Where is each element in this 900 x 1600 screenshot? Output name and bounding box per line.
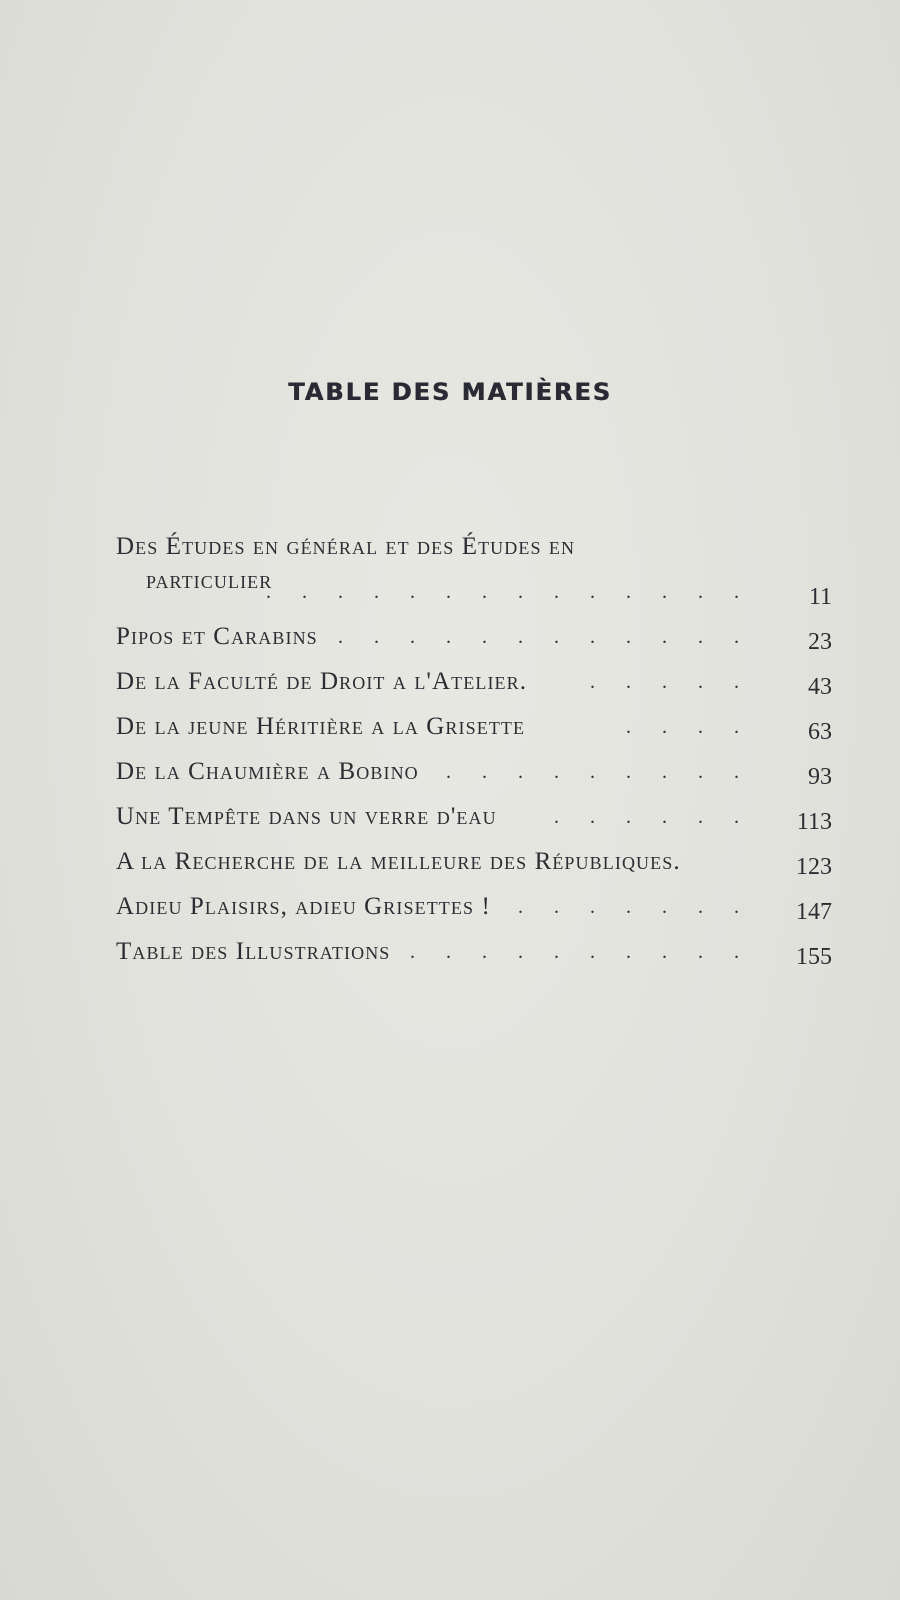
toc-page-number: 113 bbox=[796, 809, 832, 835]
toc-page-number: 93 bbox=[808, 764, 832, 790]
toc-entry-title: Table des Illustrations bbox=[116, 938, 391, 965]
toc-page-number: 43 bbox=[808, 674, 832, 700]
page-title: TABLE DES MATIÈRES bbox=[288, 378, 612, 406]
toc-entry-title-line2: particulier bbox=[146, 567, 273, 594]
toc-entry bbox=[116, 620, 832, 665]
toc-entry bbox=[116, 710, 832, 755]
toc-leader-dots: . . . . . . . . . . . . . . bbox=[266, 581, 752, 603]
toc-leader-dots: . . . . . . bbox=[554, 806, 752, 828]
toc-entry-title: Adieu Plaisirs, adieu Grisettes ! bbox=[116, 893, 491, 920]
toc-page-number: 11 bbox=[808, 584, 832, 610]
toc-entry bbox=[116, 845, 832, 890]
toc-entry bbox=[116, 665, 832, 710]
toc-leader-dots: . . . . . . . . . . . . bbox=[338, 626, 752, 648]
toc-entry-title: De la jeune Héritière a la Grisette bbox=[116, 713, 526, 740]
toc-entry-title: Pipos et Carabins bbox=[116, 623, 318, 650]
toc-entry bbox=[116, 530, 832, 620]
toc-leader-dots: . . . . . . . bbox=[518, 896, 752, 918]
toc-entry-title: De la Faculté de Droit a l'Atelier. bbox=[116, 668, 528, 695]
toc-page-number: 63 bbox=[808, 719, 832, 745]
toc-entry bbox=[116, 890, 832, 935]
toc-page-number: 155 bbox=[796, 944, 832, 970]
toc-entry-title: Une Tempête dans un verre d'eau bbox=[116, 803, 497, 830]
table-of-contents bbox=[116, 530, 832, 980]
toc-leader-dots: . . . . bbox=[626, 716, 752, 738]
toc-entry bbox=[116, 935, 832, 980]
toc-entry-title: De la Chaumière a Bobino bbox=[116, 758, 419, 785]
toc-page-number: 123 bbox=[796, 854, 832, 880]
toc-entry bbox=[116, 755, 832, 800]
toc-entry bbox=[116, 800, 832, 845]
toc-page-number: 23 bbox=[808, 629, 832, 655]
toc-entry-title-line1: Des Études en général et des Études en bbox=[116, 533, 576, 560]
toc-leader-dots: . . . . . bbox=[590, 671, 752, 693]
toc-page-number: 147 bbox=[796, 899, 832, 925]
toc-leader-dots: . . . . . . . . . . bbox=[410, 941, 752, 963]
toc-leader-dots: . . . . . . . . . bbox=[446, 761, 752, 783]
toc-entry-title: A la Recherche de la meilleure des Républiques. bbox=[116, 848, 681, 875]
